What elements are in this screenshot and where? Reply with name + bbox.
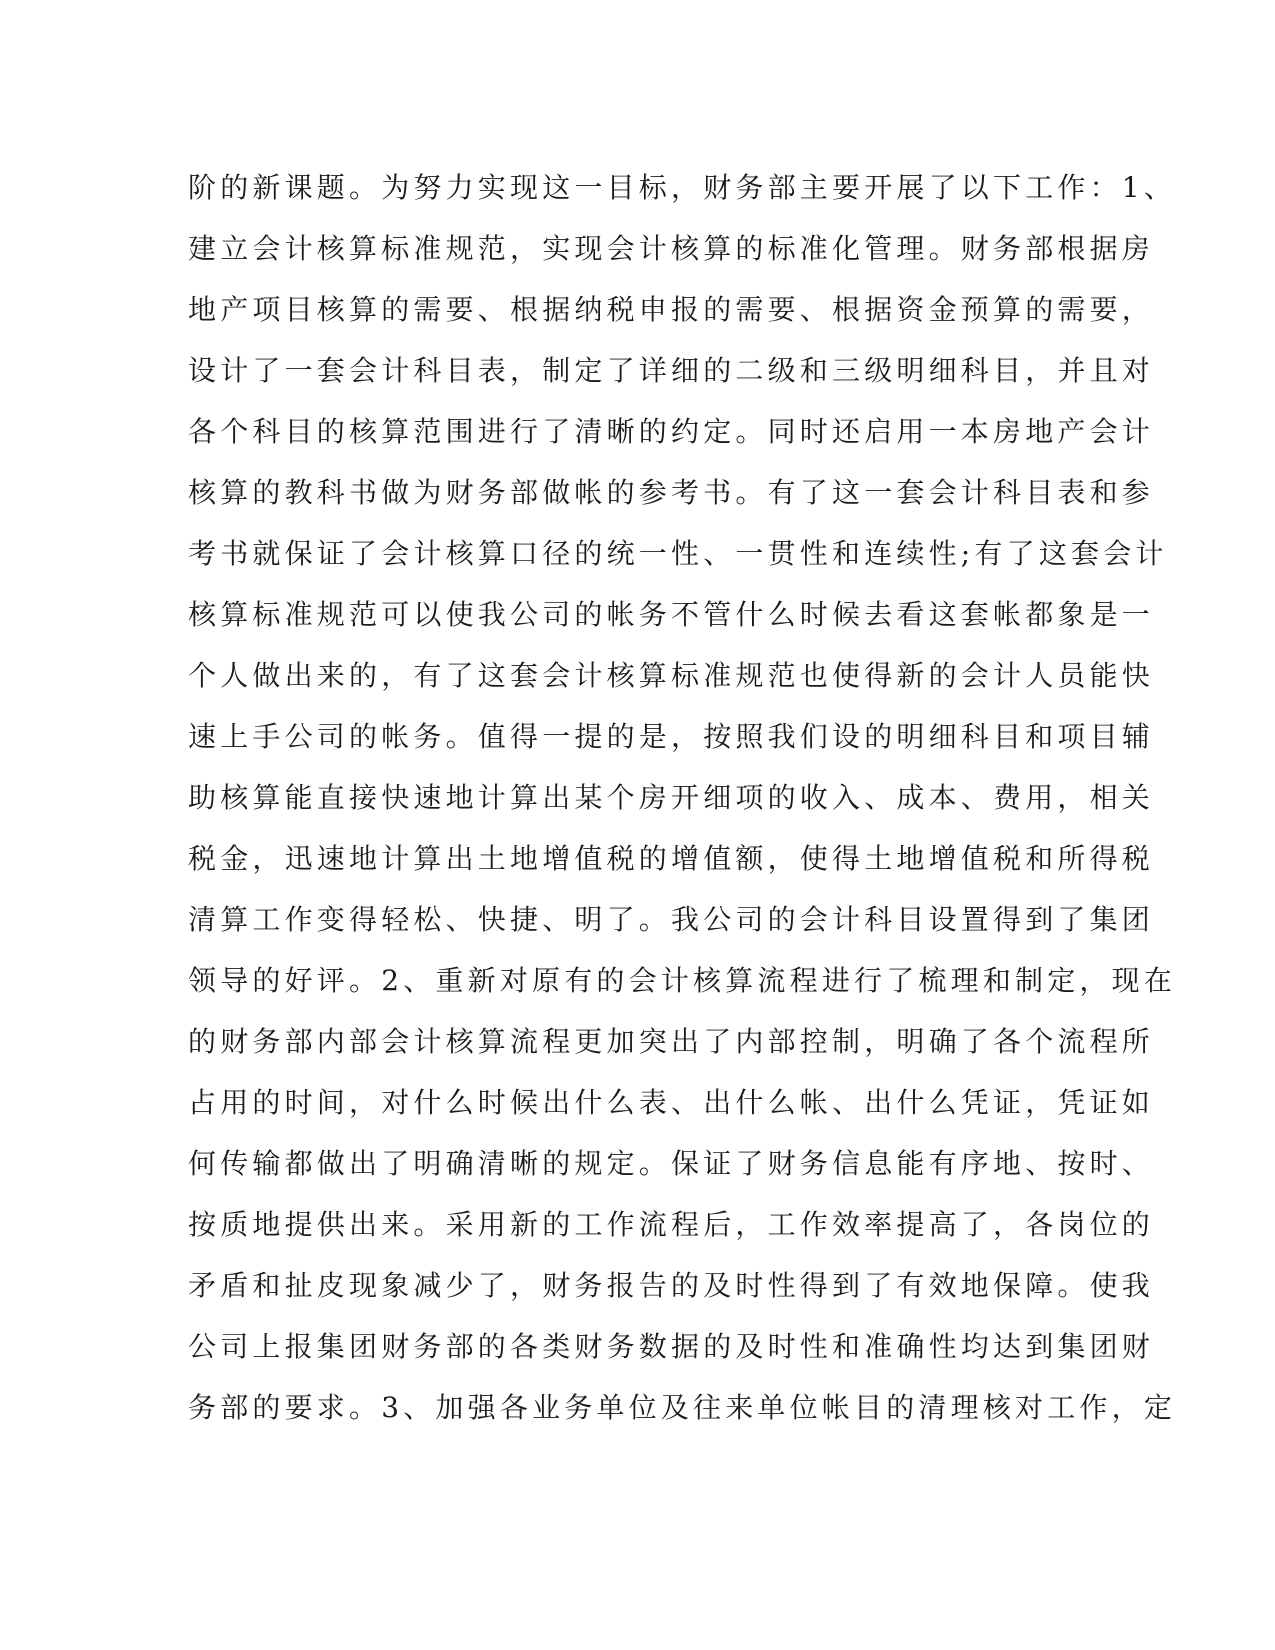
text-line: 矛盾和扯皮现象减少了，财务报告的及时性得到了有效地保障。使我: [188, 1269, 1155, 1302]
text-line: 阶的新课题。为努力实现这一目标，财务部主要开展了以下工作：1、: [188, 171, 1177, 204]
text-line: 个人做出来的，有了这套会计核算标准规范也使得新的会计人员能快: [188, 659, 1155, 692]
text-line: 占用的时间，对什么时候出什么表、出什么帐、出什么凭证，凭证如: [188, 1086, 1155, 1119]
text-line: 建立会计核算标准规范，实现会计核算的标准化管理。财务部根据房: [188, 232, 1155, 265]
text-line: 清算工作变得轻松、快捷、明了。我公司的会计科目设置得到了集团: [188, 903, 1155, 936]
text-line: 领导的好评。2、重新对原有的会计核算流程进行了梳理和制定，现在: [188, 964, 1177, 997]
text-line: 按质地提供出来。采用新的工作流程后，工作效率提高了，各岗位的: [188, 1208, 1155, 1241]
text-line: 地产项目核算的需要、根据纳税申报的需要、根据资金预算的需要，: [188, 293, 1155, 326]
text-line: 何传输都做出了明确清晰的规定。保证了财务信息能有序地、按时、: [188, 1147, 1155, 1180]
text-line: 的财务部内部会计核算流程更加突出了内部控制，明确了各个流程所: [188, 1025, 1155, 1058]
text-line: 公司上报集团财务部的各类财务数据的及时性和准确性均达到集团财: [188, 1330, 1155, 1363]
text-line: 务部的要求。3、加强各业务单位及往来单位帐目的清理核对工作，定: [188, 1391, 1177, 1424]
body-paragraph: [188, 157, 1177, 1438]
text-line: 设计了一套会计科目表，制定了详细的二级和三级明细科目，并且对: [188, 354, 1155, 387]
text-line: 税金，迅速地计算出土地增值税的增值额，使得土地增值税和所得税: [188, 842, 1155, 875]
text-line: 各个科目的核算范围进行了清晰的约定。同时还启用一本房地产会计: [188, 415, 1155, 448]
text-line: 速上手公司的帐务。值得一提的是，按照我们设的明细科目和项目辅: [188, 720, 1155, 753]
text-line: 助核算能直接快速地计算出某个房开细项的收入、成本、费用，相关: [188, 781, 1155, 814]
text-line: 考书就保证了会计核算口径的统一性、一贯性和连续性;有了这套会计: [188, 537, 1168, 570]
text-line: 核算的教科书做为财务部做帐的参考书。有了这一套会计科目表和参: [188, 476, 1155, 509]
text-line: 核算标准规范可以使我公司的帐务不管什么时候去看这套帐都象是一: [188, 598, 1155, 631]
